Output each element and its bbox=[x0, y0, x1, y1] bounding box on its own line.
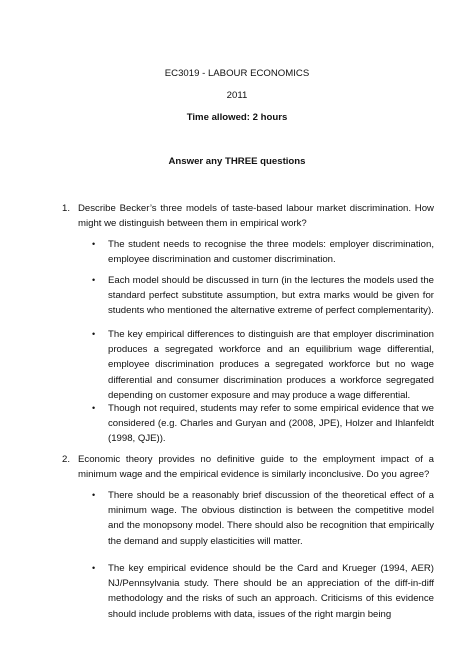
question-text: Economic theory provides no definitive guide to the employment impact of a minimum wage and the empirical evidence is similarly inconclusive. Do you agree? bbox=[78, 454, 434, 481]
bullet-text: There should be a reasonably brief discussion of the theoretical effect of a minimum wage. The obvious distinction is between the competitive model and the monopsony model. There should also be recognition that empirically the demand and supply elasticities will matter. bbox=[108, 490, 434, 547]
list-item bbox=[92, 561, 434, 622]
list-item bbox=[92, 327, 434, 403]
bullet-icon: • bbox=[92, 403, 96, 413]
question-number: 2. bbox=[62, 454, 71, 465]
question-2 bbox=[62, 452, 434, 482]
bullet-text: The student needs to recognise the three models: employer discrimination, employee discrimination and customer discrimination. bbox=[108, 239, 434, 266]
time-allowed: Time allowed: 2 hours bbox=[186, 112, 288, 123]
list-item bbox=[92, 488, 434, 549]
question-1 bbox=[62, 201, 434, 231]
list-item bbox=[92, 273, 434, 319]
question-text: Describe Becker’s three models of taste-based labour market discrimination. How might we distinguish between them in empirical work? bbox=[78, 203, 434, 230]
course-title: EC3019 - LABOUR ECONOMICS bbox=[164, 68, 310, 79]
bullet-icon: • bbox=[92, 329, 96, 339]
list-item bbox=[92, 401, 434, 447]
list-item bbox=[92, 237, 434, 267]
question-number: 1. bbox=[62, 203, 71, 214]
bullet-text: Though not required, students may refer to some empirical evidence that we considered (e.g. Charles and Guryan and (2008, JPE), Holzer and Ihlanfeldt (1998, QJE)). bbox=[108, 403, 434, 445]
bullet-icon: • bbox=[92, 239, 96, 249]
bullet-icon: • bbox=[92, 563, 96, 573]
bullet-text: Each model should be discussed in turn (in the lectures the models used the standard perfect substitute assumption, but extra marks would be given for students who mentioned the alternative extreme of perfect complementarity). bbox=[108, 275, 434, 317]
bullet-icon: • bbox=[92, 275, 96, 285]
bullet-text: The key empirical differences to distinguish are that employer discrimination produces a segregated workforce and an equilibrium wage differential, employee discrimination produces a segregated workforce but no wage differential and consumer discrimination produces a workforce segregated depending on customer exposure and may produce a wage differential. bbox=[108, 329, 434, 401]
exam-year: 2011 bbox=[226, 90, 248, 101]
bullet-text: The key empirical evidence should be the Card and Krueger (1994, AER) NJ/Pennsylvania study. There should be an appreciation of the diff-in-diff methodology and the risks of such an approach. Criticisms of this evidence should include problems with data, issues of the right margin being bbox=[108, 563, 434, 620]
bullet-icon: • bbox=[92, 490, 96, 500]
instruction: Answer any THREE questions bbox=[168, 156, 306, 167]
